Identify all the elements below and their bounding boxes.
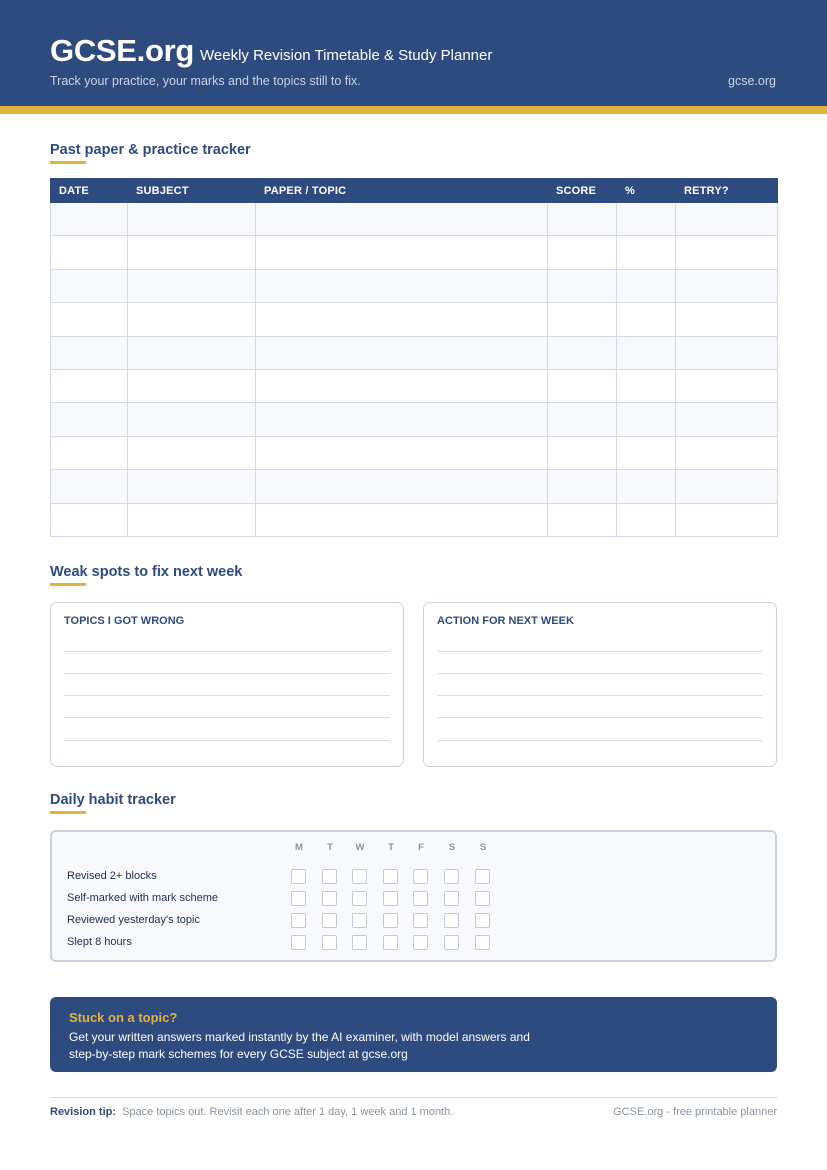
subject-cell[interactable]	[128, 470, 256, 503]
paper-topic-cell[interactable]	[256, 403, 548, 436]
promo-line-2: step-by-step mark schemes for every GCSE subject at gcse.org	[69, 1047, 408, 1061]
footer-divider	[50, 1097, 777, 1098]
habit-checkbox[interactable]	[444, 935, 459, 950]
date-cell[interactable]	[51, 403, 128, 436]
retry-cell[interactable]	[676, 436, 778, 469]
revision-tip-text: Space topics out. Revisit each one after 1 day, 1 week and 1 month.	[122, 1106, 454, 1118]
paper-topic-cell[interactable]	[256, 269, 548, 302]
writing-line	[64, 740, 390, 741]
percent-cell[interactable]	[617, 269, 676, 302]
writing-line	[437, 651, 763, 652]
habit-label: Self-marked with mark scheme	[67, 892, 218, 904]
score-cell[interactable]	[548, 203, 617, 236]
score-cell[interactable]	[548, 236, 617, 269]
habit-checkbox[interactable]	[383, 913, 398, 928]
retry-cell[interactable]	[676, 369, 778, 402]
writing-line	[64, 695, 390, 696]
score-cell[interactable]	[548, 369, 617, 402]
subject-cell[interactable]	[128, 303, 256, 336]
writing-line	[437, 717, 763, 718]
percent-cell[interactable]	[617, 236, 676, 269]
paper-topic-cell[interactable]	[256, 236, 548, 269]
writing-line	[64, 673, 390, 674]
habit-checkbox[interactable]	[352, 935, 367, 950]
topics-wrong-title: TOPICS I GOT WRONG	[64, 615, 185, 627]
table-row	[51, 470, 778, 503]
paper-topic-cell[interactable]	[256, 369, 548, 402]
subject-cell[interactable]	[128, 336, 256, 369]
date-cell[interactable]	[51, 336, 128, 369]
table-row	[51, 369, 778, 402]
paper-topic-cell[interactable]	[256, 203, 548, 236]
habit-checkbox[interactable]	[322, 869, 337, 884]
table-row	[51, 436, 778, 469]
subject-cell[interactable]	[128, 503, 256, 536]
date-cell[interactable]	[51, 303, 128, 336]
habit-checkbox[interactable]	[291, 891, 306, 906]
score-cell[interactable]	[548, 470, 617, 503]
habit-checkbox[interactable]	[383, 891, 398, 906]
table-row	[51, 336, 778, 369]
date-cell[interactable]	[51, 369, 128, 402]
col-header-date: DATE	[51, 179, 128, 203]
habit-checkbox[interactable]	[383, 935, 398, 950]
percent-cell[interactable]	[617, 470, 676, 503]
promo-text	[69, 1029, 549, 1063]
table-row	[51, 503, 778, 536]
date-cell[interactable]	[51, 269, 128, 302]
habit-checkbox[interactable]	[352, 913, 367, 928]
habit-checkbox[interactable]	[413, 935, 428, 950]
paper-topic-cell[interactable]	[256, 336, 548, 369]
retry-cell[interactable]	[676, 269, 778, 302]
paper-topic-cell[interactable]	[256, 303, 548, 336]
habit-checkbox[interactable]	[413, 913, 428, 928]
score-cell[interactable]	[548, 269, 617, 302]
planner-subtitle: Weekly Revision Timetable & Study Planner	[200, 47, 493, 64]
habit-label: Reviewed yesterday's topic	[67, 914, 200, 926]
percent-cell[interactable]	[617, 303, 676, 336]
habit-checkbox[interactable]	[322, 913, 337, 928]
retry-cell[interactable]	[676, 236, 778, 269]
score-cell[interactable]	[548, 503, 617, 536]
header-tagline: Track your practice, your marks and the topics still to fix.	[50, 74, 361, 88]
habit-checkbox[interactable]	[475, 869, 490, 884]
practice-tracker-table	[50, 178, 778, 537]
col-header-paper-topic: PAPER / TOPIC	[256, 179, 548, 203]
paper-topic-cell[interactable]	[256, 503, 548, 536]
table-row	[51, 303, 778, 336]
page-header	[0, 0, 827, 106]
footer-credit: GCSE.org - free printable planner	[613, 1106, 777, 1118]
topics-wrong-box[interactable]	[50, 602, 404, 767]
col-header-percent: %	[617, 179, 676, 203]
weak-spots-section-title: Weak spots to fix next week	[50, 564, 243, 580]
promo-line-1: Get your written answers marked instantly by the AI examiner, with model answers and	[69, 1030, 530, 1044]
day-header: F	[418, 842, 424, 853]
percent-cell[interactable]	[617, 503, 676, 536]
revision-tip	[50, 1106, 453, 1118]
writing-line	[437, 695, 763, 696]
habit-checkbox[interactable]	[413, 869, 428, 884]
paper-topic-cell[interactable]	[256, 436, 548, 469]
tracker-title-underline	[50, 161, 86, 164]
table-row	[51, 403, 778, 436]
habit-label: Revised 2+ blocks	[67, 870, 157, 882]
habit-checkbox[interactable]	[291, 869, 306, 884]
date-cell[interactable]	[51, 436, 128, 469]
score-cell[interactable]	[548, 403, 617, 436]
day-header: S	[479, 842, 487, 853]
percent-cell[interactable]	[617, 203, 676, 236]
day-header: M	[295, 842, 303, 853]
habit-checkbox[interactable]	[322, 891, 337, 906]
habit-checkbox[interactable]	[475, 935, 490, 950]
habit-label: Slept 8 hours	[67, 936, 132, 948]
date-cell[interactable]	[51, 503, 128, 536]
habit-checkbox[interactable]	[444, 891, 459, 906]
score-cell[interactable]	[548, 336, 617, 369]
habit-checkbox[interactable]	[291, 935, 306, 950]
date-cell[interactable]	[51, 470, 128, 503]
retry-cell[interactable]	[676, 336, 778, 369]
habit-section-title: Daily habit tracker	[50, 792, 176, 808]
action-next-week-box[interactable]	[423, 602, 777, 767]
habit-checkbox[interactable]	[475, 891, 490, 906]
retry-cell[interactable]	[676, 470, 778, 503]
habit-checkbox[interactable]	[352, 869, 367, 884]
paper-topic-cell[interactable]	[256, 470, 548, 503]
subject-cell[interactable]	[128, 436, 256, 469]
writing-line	[64, 651, 390, 652]
habit-checkbox[interactable]	[444, 913, 459, 928]
habit-checkbox[interactable]	[475, 913, 490, 928]
percent-cell[interactable]	[617, 369, 676, 402]
revision-tip-label: Revision tip:	[50, 1106, 117, 1118]
score-cell[interactable]	[548, 436, 617, 469]
subject-cell[interactable]	[128, 403, 256, 436]
date-cell[interactable]	[51, 203, 128, 236]
col-header-subject: SUBJECT	[128, 179, 256, 203]
ai-examiner-promo[interactable]	[50, 997, 777, 1072]
retry-cell[interactable]	[676, 303, 778, 336]
habit-checkbox[interactable]	[444, 869, 459, 884]
weak-spots-title-underline	[50, 583, 86, 586]
day-header: T	[388, 842, 394, 853]
score-cell[interactable]	[548, 303, 617, 336]
percent-cell[interactable]	[617, 436, 676, 469]
header-accent-bar	[0, 106, 827, 114]
subject-cell[interactable]	[128, 369, 256, 402]
habit-checkbox[interactable]	[352, 891, 367, 906]
day-header: W	[355, 842, 365, 853]
brand-logo-text: GCSE.org	[50, 33, 195, 68]
table-row	[51, 269, 778, 302]
promo-title: Stuck on a topic?	[69, 1010, 178, 1025]
col-header-score: SCORE	[548, 179, 617, 203]
habit-checkbox[interactable]	[291, 913, 306, 928]
table-row	[51, 203, 778, 236]
habit-checkbox[interactable]	[322, 935, 337, 950]
table-row	[51, 236, 778, 269]
day-header: S	[448, 842, 456, 853]
action-next-week-title: ACTION FOR NEXT WEEK	[437, 615, 574, 627]
writing-line	[437, 673, 763, 674]
habit-title-underline	[50, 811, 86, 814]
habit-tracker-panel	[50, 830, 777, 962]
habit-checkbox[interactable]	[413, 891, 428, 906]
subject-cell[interactable]	[128, 236, 256, 269]
writing-line	[64, 717, 390, 718]
retry-cell[interactable]	[676, 503, 778, 536]
retry-cell[interactable]	[676, 403, 778, 436]
subject-cell[interactable]	[128, 203, 256, 236]
tracker-section-title: Past paper & practice tracker	[50, 142, 251, 158]
writing-line	[437, 740, 763, 741]
header-site-link[interactable]: gcse.org	[728, 74, 776, 88]
date-cell[interactable]	[51, 236, 128, 269]
percent-cell[interactable]	[617, 336, 676, 369]
retry-cell[interactable]	[676, 203, 778, 236]
col-header-retry: RETRY?	[676, 179, 778, 203]
day-header: T	[327, 842, 333, 853]
subject-cell[interactable]	[128, 269, 256, 302]
habit-checkbox[interactable]	[383, 869, 398, 884]
tracker-header-row	[51, 179, 778, 203]
percent-cell[interactable]	[617, 403, 676, 436]
